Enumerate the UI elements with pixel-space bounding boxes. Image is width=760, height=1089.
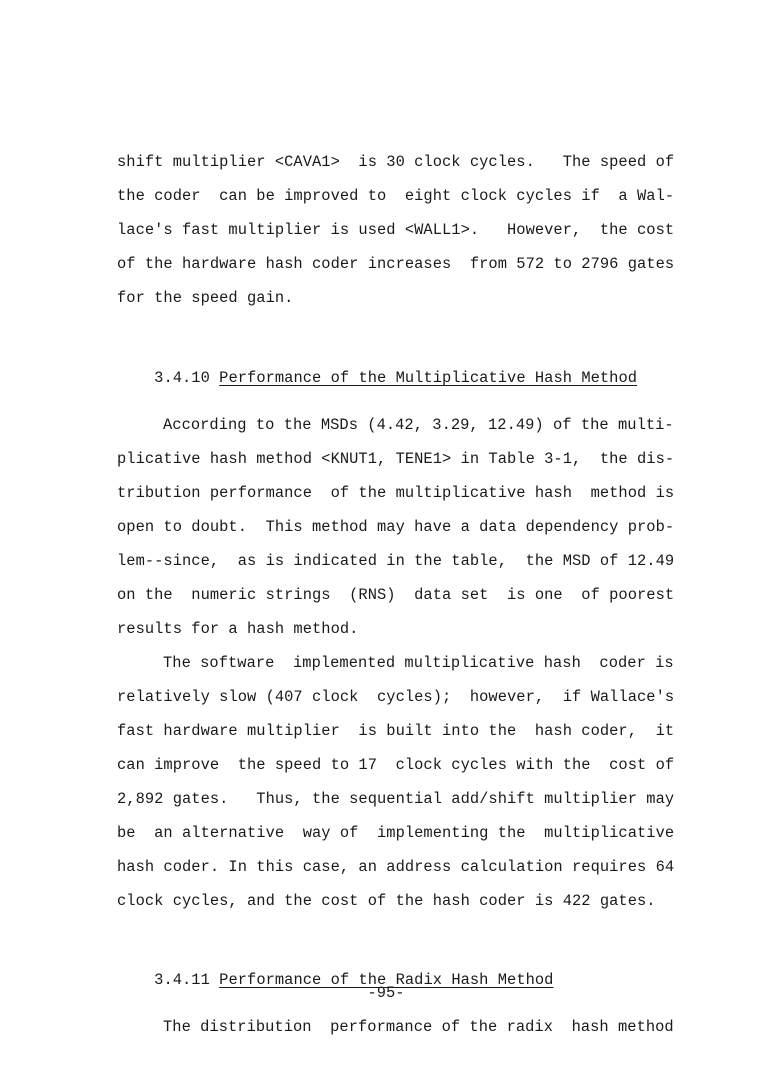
text-line: clock cycles, and the cost of the hash coder is 422 gates. bbox=[117, 892, 656, 910]
text-line: on the numeric strings (RNS) data set is one of poorest bbox=[117, 586, 675, 604]
text-line: The distribution performance of the radix hash method bbox=[163, 1018, 674, 1036]
section-heading-3-4-11 bbox=[117, 950, 554, 989]
text-line: can improve the speed to 17 clock cycles with the cost of bbox=[117, 756, 675, 774]
section-title: Performance of the Multiplicative Hash Method bbox=[219, 369, 638, 387]
text-line: hash coder. In this case, an address calculation requires 64 bbox=[117, 858, 675, 876]
text-line: the coder can be improved to eight clock cycles if a Wal- bbox=[117, 187, 675, 205]
text-line: lem--since, as is indicated in the table, the MSD of 12.49 bbox=[117, 552, 675, 570]
text-line: relatively slow (407 clock cycles); however, if Wallace's bbox=[117, 688, 675, 706]
text-line: of the hardware hash coder increases from 572 to 2796 gates bbox=[117, 255, 675, 273]
text-line: plicative hash method <KNUT1, TENE1> in Table 3-1, the dis- bbox=[117, 450, 675, 468]
text-line: for the speed gain. bbox=[117, 289, 294, 307]
text-line: tribution performance of the multiplicative hash method is bbox=[117, 484, 675, 502]
section-number: 3.4.11 bbox=[154, 971, 220, 989]
text-line: open to doubt. This method may have a data dependency prob- bbox=[117, 518, 675, 536]
section-heading-3-4-10 bbox=[117, 348, 638, 387]
text-line: The software implemented multiplicative hash coder is bbox=[163, 654, 674, 672]
text-line: fast hardware multiplier is built into the hash coder, it bbox=[117, 722, 675, 740]
text-line: lace's fast multiplier is used <WALL1>. However, the cost bbox=[117, 221, 675, 239]
text-line: 2,892 gates. Thus, the sequential add/shift multiplier may bbox=[117, 790, 675, 808]
section-number: 3.4.10 bbox=[154, 369, 220, 387]
text-line: shift multiplier <CAVA1> is 30 clock cycles. The speed of bbox=[117, 153, 675, 171]
page-number: -95- bbox=[367, 984, 405, 1002]
text-line: results for a hash method. bbox=[117, 620, 359, 638]
section-title: Performance of the Radix Hash Method bbox=[219, 971, 554, 989]
text-line: According to the MSDs (4.42, 3.29, 12.49) of the multi- bbox=[163, 416, 674, 434]
text-line: be an alternative way of implementing the multiplicative bbox=[117, 824, 675, 842]
